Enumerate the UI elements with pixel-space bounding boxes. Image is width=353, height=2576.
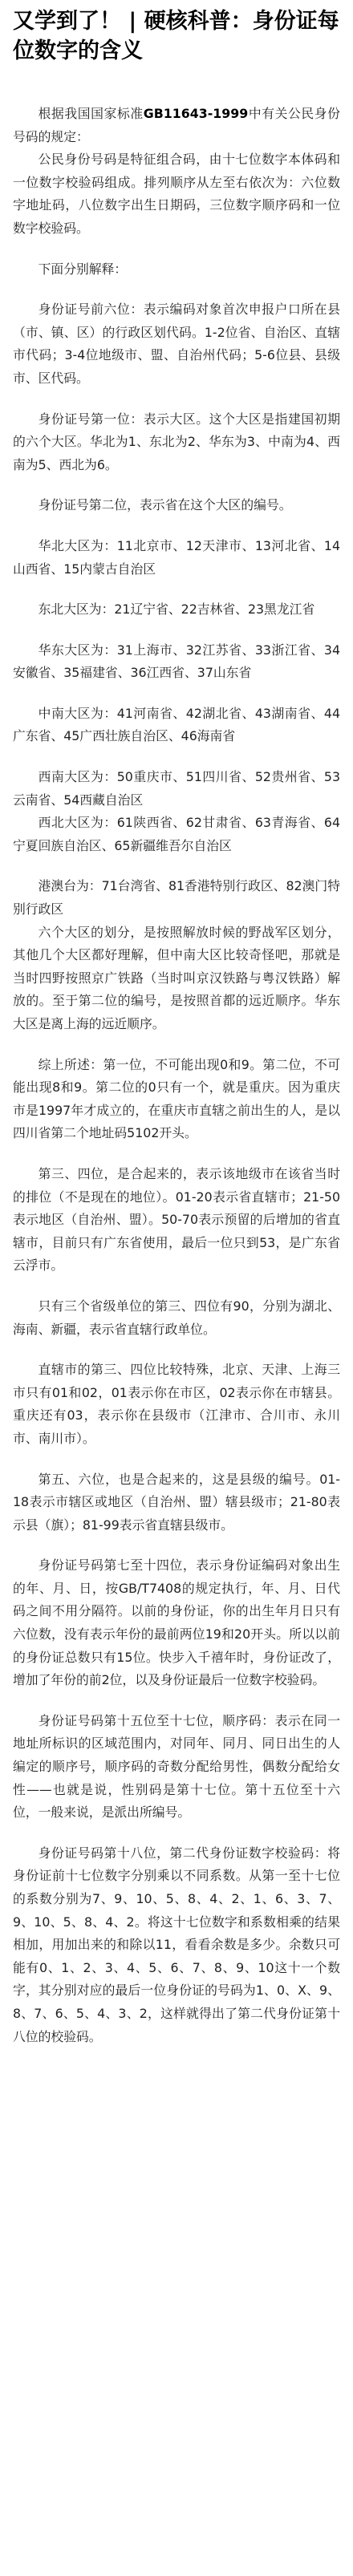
paragraph-region-northeast: 东北大区为：21辽宁省、22吉林省、23黑龙江省 [38,601,315,618]
intro-paragraph [13,103,340,148]
paragraph-region-southwest: 西南大区为：50重庆市、51四川省、52贵州省、53云南省、54西藏自治区 [13,769,340,808]
paragraph-code-90: 只有三个省级单位的第三、四位有90，分别为湖北、海南、新疆，表示省直辖行政单位。 [13,1298,340,1337]
paragraph-region-north: 华北大区为：11北京市、12天津市、13河北省、14山西省、15内蒙古自治区 [13,537,340,577]
paragraph-fifth-sixth-digits: 第五、六位，也是合起来的，这是县级的编号。01-18表示市辖区或地区（自治州、盟）辖县级市；21-80表示县（旗）；81-99表示省直辖县级市。 [13,1471,340,1533]
paragraph-region-hk-macao-taiwan: 港澳台为：71台湾省、81香港特别行政区、82澳门特别行政区 [13,878,340,917]
paragraph-first-six-digits: 身份证号前六位：表示编码对象首次申报户口所在县（市、镇、区）的行政区划代码。1-2位省、自治区、直辖市代码；3-4位地级市、盟、自治州代码；5-6位县、县级市、区代码。 [13,302,340,386]
paragraph-first-digit: 身份证号第一位：表示大区。这个大区是指建国初期的六个大区。华北为1、东北为2、华东为3、中南为4、西南为5、西北为6。 [13,411,340,472]
paragraph-region-central-south: 中南大区为：41河南省、42湖北省、43湖南省、44广东省、45广西壮族自治区、46海南省 [13,705,340,744]
paragraph-explanation-header: 下面分别解释： [38,261,128,277]
paragraph-third-fourth-digits: 第三、四位，是合起来的，表示该地级市在该省当时的排位（不是现在的地位）。01-20表示省直辖市；21-50表示地区（自治州、盟）。50-70表示预留的后增加的省直辖市，目前只有广东省使用，最后一位只到53，是广东省云浮市。 [13,1165,340,1274]
paragraph-municipalities: 直辖市的第三、四位比较特殊，北京、天津、上海三市只有01和02，01表示你在市区，02表示你在市辖县。重庆还有03，表示你在县级市（江津市、合川市、永川市、南川市）。 [13,1362,340,1446]
article-title: 又学到了！ | 硬核科普：身份证每位数字的含义 [13,9,339,63]
paragraph-region-east: 华东大区为：31上海市、32江苏省、33浙江省、34安徽省、35福建省、36江西省、37山东省 [13,642,340,681]
paragraph-region-northwest: 西北大区为：61陕西省、62甘肃省、63青海省、64宁夏回族自治区、65新疆维吾尔自治区 [13,815,340,853]
paragraph-number-structure: 公民身份号码是特征组合码，由十七位数字本体码和一位数字校验码组成。排列顺序从左至右依次为：六位数字地址码，八位数字出生日期码，三位数字顺序码和一位数字校验码。 [13,152,340,236]
paragraph-summary: 综上所述：第一位，不可能出现0和9。第二位，不可能出现8和9。第二位的0只有一个，就是重庆。因为重庆市是1997年才成立的，在重庆市直辖之前出生的人，是以四川省第二个地址码5102开头。 [13,1056,340,1141]
intro-suffix: 中有关公民身份号码的规定： [13,106,340,144]
paragraph-check-digit: 身份证号码第十八位，第二代身份证数字校验码：将身份证前十七位数字分别乘以不同系数。从第一至十七位的系数分别为7、9、10、5、8、4、2、1、6、3、7、9、10、5、8、4、2。将这十七位数字和系数相乘的结果相加，用加出来的和除以11，看看余数是多少。余数只可能有0、1、2、3、4、5、6、7、8、9、10这十一个数字，其分别对应的最后一位身份证的号码为1、0、X、9、8、7、6、5、4、3、2，这样就得出了第二代身份证第十八位的校验码。 [13,1845,340,2044]
intro-prefix: 根据我国国家标准 [38,106,144,121]
paragraph-region-history: 六个大区的划分，是按照解放时候的野战军区划分，其他几个大区都好理解，但中南大区比较奇怪吧，那就是当时四野按照京广铁路（当时叫京汉铁路与粤汉铁路）解放的。至于第二位的编号，是按照首都的远近顺序。华东大区是离上海的远近顺序。 [13,924,340,1031]
paragraph-sequence-code: 身份证号码第十五位至十七位，顺序码：表示在同一地址所标识的区域范围内，对同年、同月、同日出生的人编定的顺序号，顺序码的奇数分配给男性，偶数分配给女性——也就是说，性别码是第十七位。第十五位至十六位，一般来说，是派出所编号。 [13,1712,340,1821]
standard-code: GB11643-1999 [143,106,249,121]
paragraph-birth-date: 身份证号码第七至十四位，表示身份证编码对象出生的年、月、日，按GB/T7408的规定执行，年、月、日代码之间不用分隔符。以前的身份证，你的出生年月日只有六位数，没有表示年份的最前两位19和20开头。所以以前的身份证总数只有15位。快步入千禧年时，身份证改了，增加了年份的前2位，以及身份证最后一位数字校验码。 [13,1557,340,1688]
paragraph-second-digit: 身份证号第二位，表示省在这个大区的编号。 [38,497,292,513]
